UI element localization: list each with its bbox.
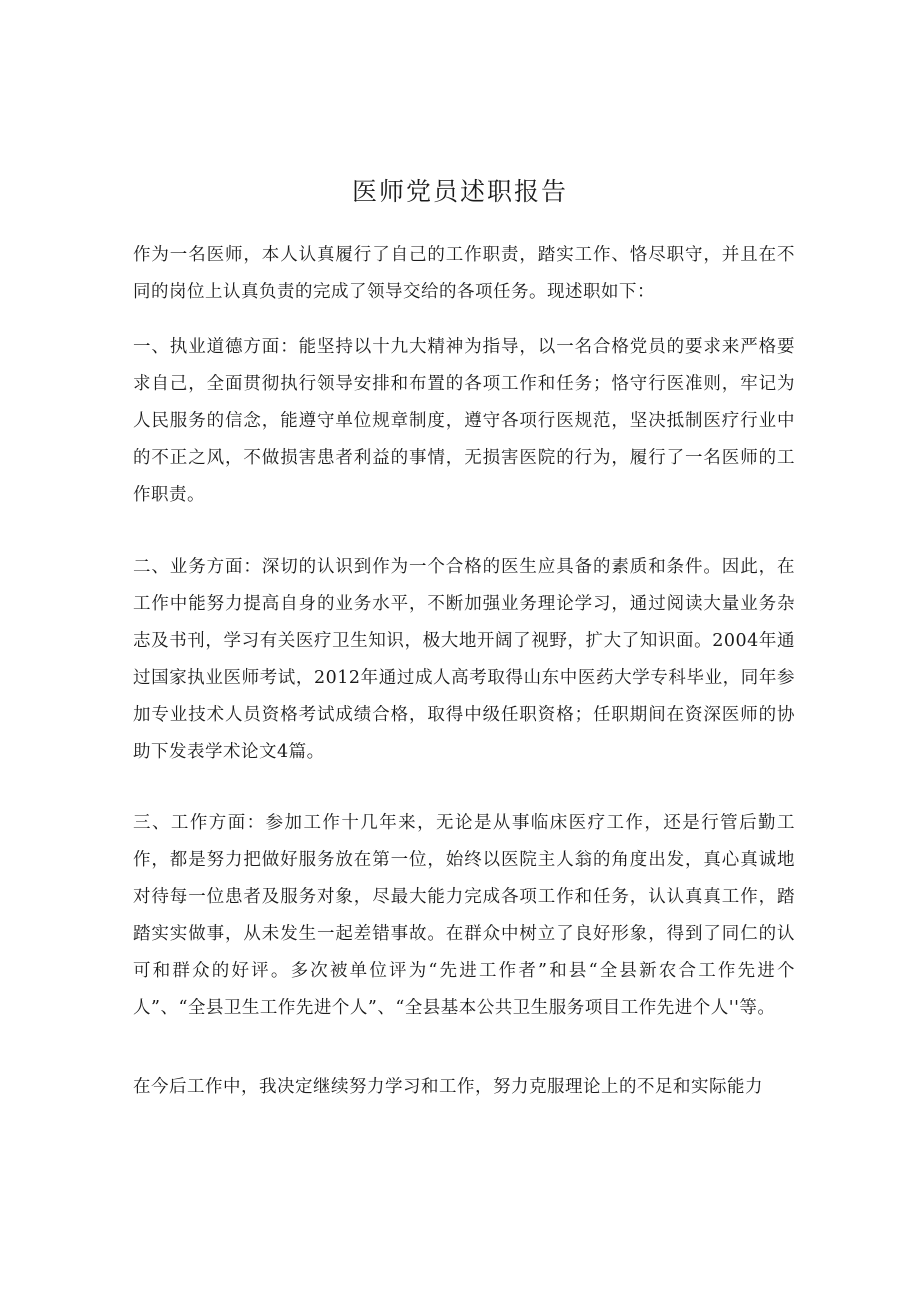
paragraph-professional: 二、业务方面：深切的认识到作为一个合格的医生应具备的素质和条件。因此，在工作中能努力提高自身的业务水平，不断加强业务理论学习，通过阅读大量业务杂志及书刊，学习有关医疗卫生知识，极大地开阔了视野，扩大了知识面。2004年通过国家执业医师考试，2012年通过成人高考取得山东中医药大学专科毕业，同年参加专业技术人员资格考试成绩合格，取得中级任职资格；任职期间在资深医师的协助下发表学术论文4篇。 bbox=[133, 557, 795, 762]
paragraph-intro: 作为一名医师，本人认真履行了自己的工作职责，踏实工作、恪尽职守，并且在不同的岗位上认真负责的完成了领导交给的各项任务。现述职如下： bbox=[133, 245, 795, 302]
paragraph-work: 三、工作方面：参加工作十几年来，无论是从事临床医疗工作，还是行管后勤工作，都是努力把做好服务放在第一位，始终以医院主人翁的角度出发，真心真诚地对待每一位患者及服务对象，尽最大能力完成各项工作和任务，认认真真工作，踏踏实实做事，从未发生一起差错事故。在群众中树立了良好形象，得到了同仁的认可和群众的好评。多次被单位评为“先进工作者”和县“全县新农合工作先进个人”、“全县卫生工作先进个人”、“全县基本公共卫生服务项目工作先进个人''等。 bbox=[133, 813, 795, 1018]
paragraph-ethics: 一、执业道德方面：能坚持以十九大精神为指导，以一名合格党员的要求来严格要求自己，全面贯彻执行领导安排和布置的各项工作和任务；恪守行医准则，牢记为人民服务的信念，能遵守单位规章制度，遵守各项行医规范，坚决抵制医疗行业中的不正之风，不做损害患者利益的事情，无损害医院的行为，履行了一名医师的工作职责。 bbox=[133, 337, 795, 505]
paragraph-future: 在今后工作中，我决定继续努力学习和工作，努力克服理论上的不足和实际能力 bbox=[133, 1077, 763, 1097]
document-title: 医师党员述职报告 bbox=[351, 177, 568, 206]
